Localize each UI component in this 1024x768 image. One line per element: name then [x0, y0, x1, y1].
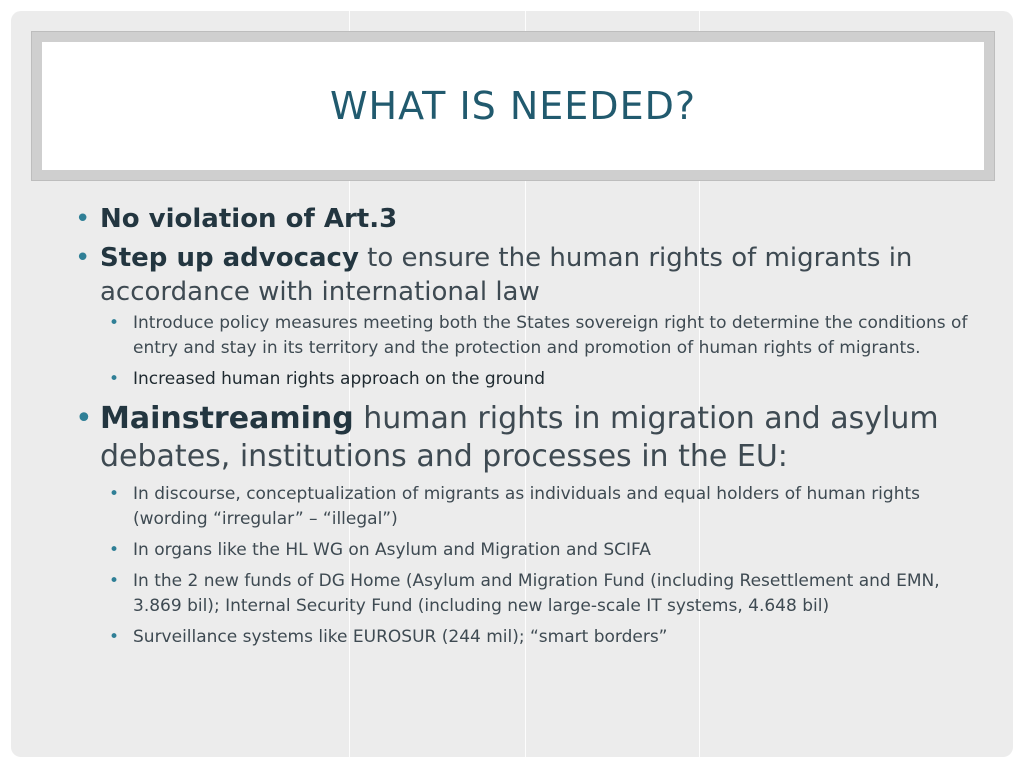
bullet-icon: •: [109, 571, 120, 591]
bullet-icon: •: [109, 627, 120, 647]
title-frame: [31, 31, 995, 181]
bullet-icon: •: [109, 369, 120, 389]
sub-bullet-item: • In discourse, conceptualization of migrants as individuals and equal holders of human rights (wording “irregular” – “illegal”): [109, 484, 920, 529]
bullet-list: [75, 201, 975, 650]
sub-bullet-item: • Increased human rights approach on the ground: [75, 367, 975, 392]
sub-bullet-item: • Introduce policy measures meeting both the States sovereign right to determine the conditions of entry and stay in its territory and the protection and promotion of human rights of migrants.: [109, 313, 968, 358]
bullet-icon: •: [109, 540, 120, 560]
bullet-icon: •: [75, 204, 91, 234]
bullet-item: • Step up advocacy to ensure the human rights of migrants in accordance with international law: [75, 243, 913, 307]
bullet-icon: •: [75, 401, 93, 436]
title-box: [42, 42, 984, 170]
bullet-item: • No violation of Art.3: [75, 201, 975, 237]
sub-bullet-item: • In the 2 new funds of DG Home (Asylum and Migration Fund (including Resettlement and EMN, 3.869 bil); Internal Security Fund (including new large-scale IT systems, 4.648 bil): [109, 571, 940, 616]
bullet-icon: •: [109, 484, 120, 504]
slide: [11, 11, 1013, 757]
slide-title: WHAT IS NEEDED?: [329, 84, 697, 128]
bullet-item: • Mainstreaming human rights in migration and asylum debates, institutions and processes in the EU:: [75, 401, 939, 474]
sub-bullet-item: • Surveillance systems like EUROSUR (244 mil); “smart borders”: [75, 625, 975, 650]
sub-bullet-item: • In organs like the HL WG on Asylum and Migration and SCIFA: [75, 538, 975, 563]
bullet-icon: •: [109, 313, 120, 333]
bullet-icon: •: [75, 243, 91, 273]
